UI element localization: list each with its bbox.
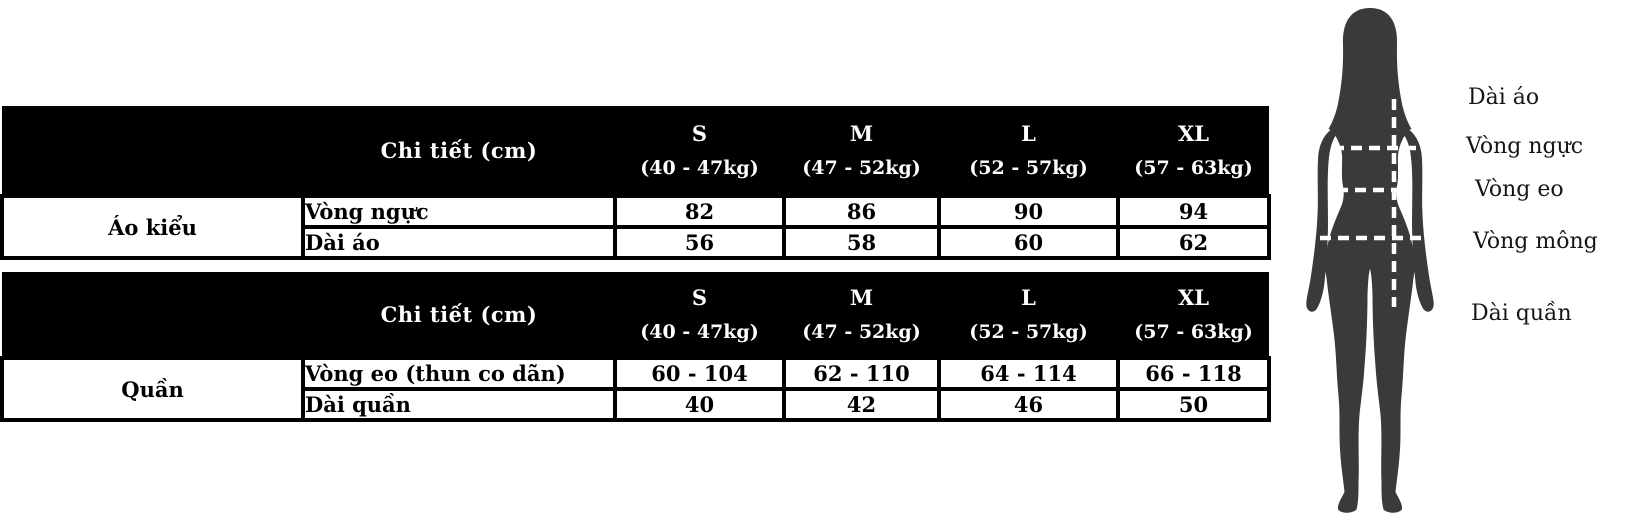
size-letter: S bbox=[691, 120, 708, 146]
label-vong-mong: Vòng mông bbox=[1473, 229, 1598, 254]
size-letter: M bbox=[849, 120, 874, 146]
detail-header-cell bbox=[303, 106, 615, 196]
hair-head-shape bbox=[1329, 8, 1412, 132]
value-cell: 46 bbox=[939, 389, 1118, 420]
size-letter: L bbox=[1021, 284, 1036, 310]
category-cell: Quần bbox=[2, 358, 303, 420]
measure-label-cell: Dài quần bbox=[303, 389, 615, 420]
size-header-l bbox=[939, 106, 1118, 196]
detail-header-cell bbox=[303, 272, 615, 358]
weight-range: (52 - 57kg) bbox=[969, 320, 1088, 343]
size-header-m bbox=[784, 272, 939, 358]
weight-range: (40 - 47kg) bbox=[640, 320, 759, 343]
value-cell: 58 bbox=[784, 227, 939, 258]
measure-label-cell: Vòng ngực bbox=[303, 196, 615, 227]
weight-range: (40 - 47kg) bbox=[640, 156, 759, 179]
label-vong-eo: Vòng eo bbox=[1475, 177, 1564, 202]
table-row bbox=[2, 358, 1269, 389]
size-letter: XL bbox=[1177, 284, 1210, 310]
woman-silhouette bbox=[1286, 4, 1444, 516]
value-cell: 62 - 110 bbox=[784, 358, 939, 389]
weight-range: (52 - 57kg) bbox=[969, 156, 1088, 179]
value-cell: 40 bbox=[615, 389, 784, 420]
silhouette-shapes bbox=[1306, 8, 1433, 513]
table-row bbox=[2, 196, 1269, 227]
size-letter: S bbox=[691, 284, 708, 310]
value-cell: 66 - 118 bbox=[1118, 358, 1269, 389]
measure-label-cell: Vòng eo (thun co dãn) bbox=[303, 358, 615, 389]
size-table-quan bbox=[0, 272, 1271, 422]
weight-range: (57 - 63kg) bbox=[1134, 156, 1253, 179]
size-letter: XL bbox=[1177, 120, 1210, 146]
size-letter: M bbox=[849, 284, 874, 310]
size-letter: L bbox=[1021, 120, 1036, 146]
size-table-ao-kieu bbox=[0, 106, 1271, 260]
value-cell: 86 bbox=[784, 196, 939, 227]
weight-range: (57 - 63kg) bbox=[1134, 320, 1253, 343]
value-cell: 42 bbox=[784, 389, 939, 420]
value-cell: 82 bbox=[615, 196, 784, 227]
header-empty-cell bbox=[2, 272, 303, 358]
size-header-xl bbox=[1118, 106, 1269, 196]
size-header-s bbox=[615, 106, 784, 196]
value-cell: 56 bbox=[615, 227, 784, 258]
table-header-row bbox=[2, 272, 1269, 358]
value-cell: 62 bbox=[1118, 227, 1269, 258]
value-cell: 60 bbox=[939, 227, 1118, 258]
size-header-xl bbox=[1118, 272, 1269, 358]
size-header-s bbox=[615, 272, 784, 358]
value-cell: 64 - 114 bbox=[939, 358, 1118, 389]
label-dai-quan: Dài quần bbox=[1471, 301, 1572, 326]
measurement-figure bbox=[1286, 4, 1444, 516]
table-header-row bbox=[2, 106, 1269, 196]
category-cell: Áo kiểu bbox=[2, 196, 303, 258]
weight-range: (47 - 52kg) bbox=[802, 320, 921, 343]
weight-range: (47 - 52kg) bbox=[802, 156, 921, 179]
label-vong-nguc: Vòng ngực bbox=[1466, 134, 1584, 159]
value-cell: 94 bbox=[1118, 196, 1269, 227]
torso-legs-shape bbox=[1325, 111, 1414, 513]
value-cell: 90 bbox=[939, 196, 1118, 227]
value-cell: 60 - 104 bbox=[615, 358, 784, 389]
measure-label-cell: Dài áo bbox=[303, 227, 615, 258]
header-empty-cell bbox=[2, 106, 303, 196]
value-cell: 50 bbox=[1118, 389, 1269, 420]
detail-header-label: Chi tiết (cm) bbox=[380, 137, 538, 163]
size-header-l bbox=[939, 272, 1118, 358]
detail-header-label: Chi tiết (cm) bbox=[380, 301, 538, 327]
size-header-m bbox=[784, 106, 939, 196]
label-dai-ao: Dài áo bbox=[1468, 85, 1540, 110]
